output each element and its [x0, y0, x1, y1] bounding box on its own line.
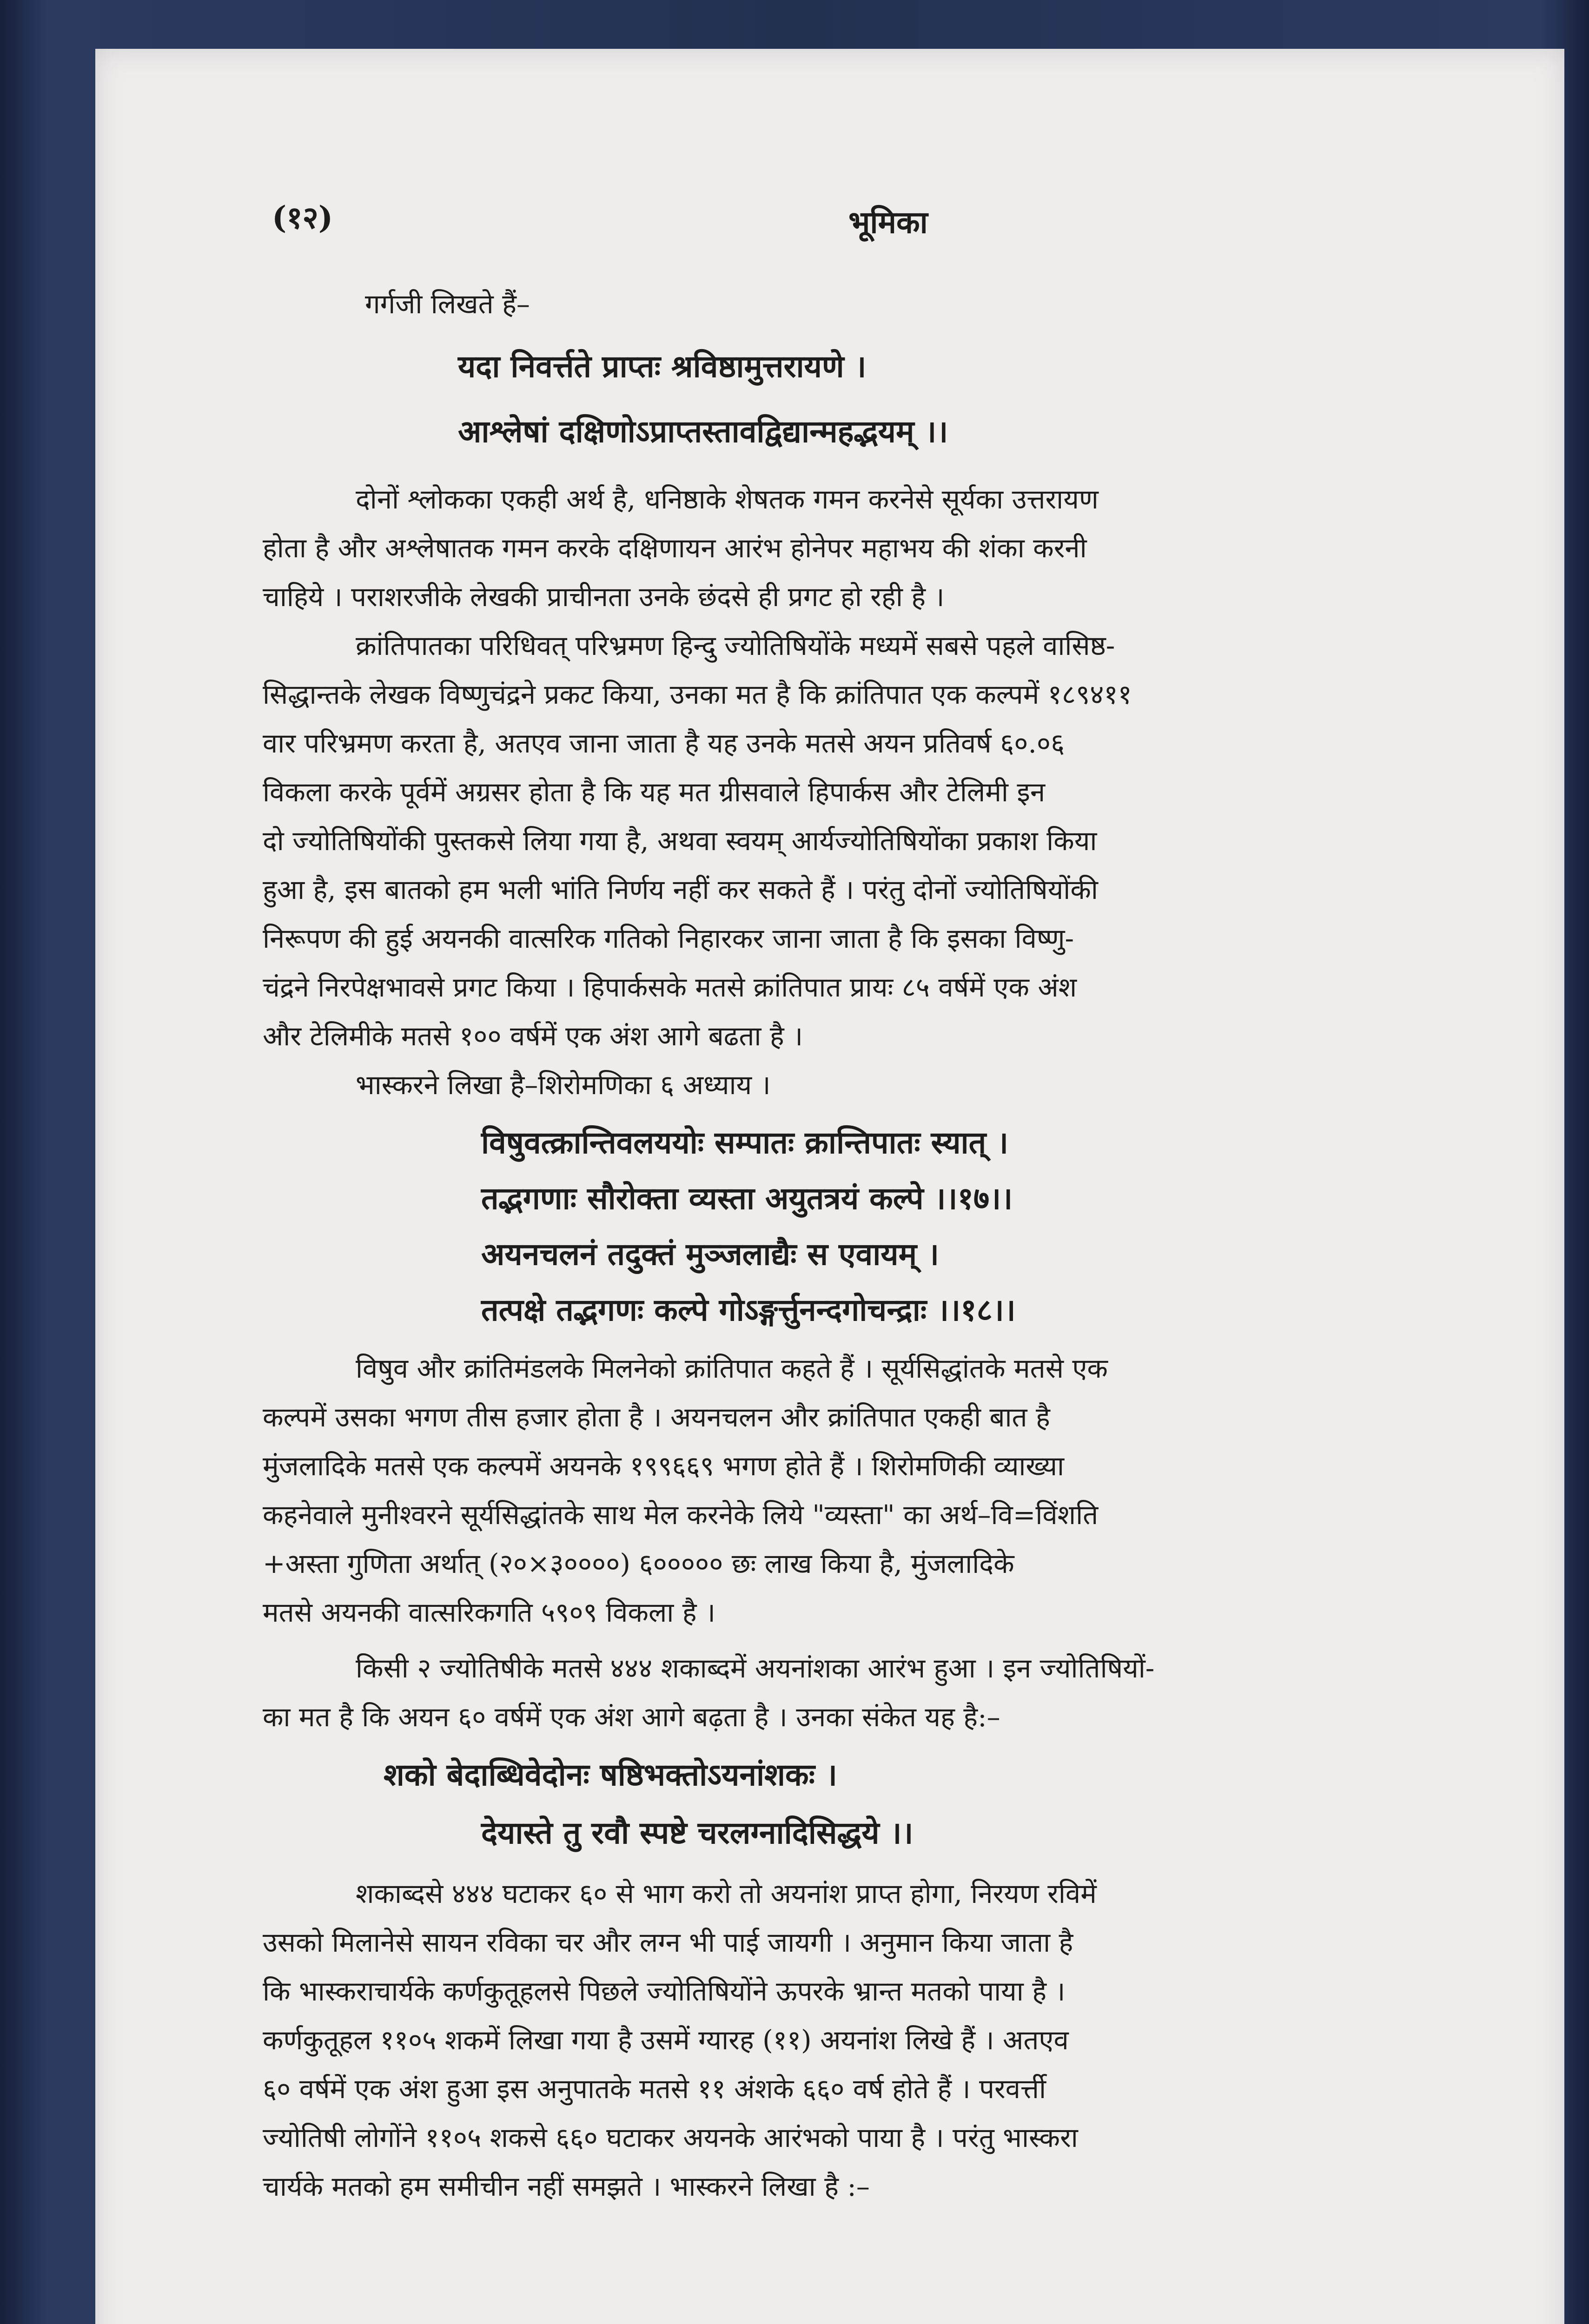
verse-line: आश्लेषां दक्षिणोऽप्राप्तस्तावद्विद्यान्महद्भयम् ।।: [458, 413, 948, 449]
text-line: कर्णकुतूहल ११०५ शकमें लिखा गया है उसमें ग्यारह (११) अयनांश लिखे हैं । अतएव: [263, 2024, 1069, 2056]
text-line: कहनेवाले मुनीश्वरने सूर्यसिद्धांतके साथ मेल करनेके लिये "व्यस्ता" का अर्थ–वि=विंशति: [263, 1499, 1099, 1531]
text-line: होता है और अश्लेषातक गमन करके दक्षिणायन आरंभ होनेपर महाभय की शंका करनी: [263, 532, 1087, 564]
text-line: चार्यके मतको हम समीचीन नहीं समझते । भास्करने लिखा है :–: [263, 2171, 870, 2202]
text-line: कल्पमें उसका भगण तीस हजार होता है । अयनचलन और क्रांतिपात एकही बात है: [263, 1401, 1050, 1433]
text-line: और टेलिमीके मतसे १०० वर्षमें एक अंश आगे बढता है ।: [263, 1020, 803, 1052]
text-line: वार परिभ्रमण करता है, अतएव जाना जाता है यह उनके मतसे अयन प्रतिवर्ष ६०.०६: [263, 727, 1065, 759]
text-line: का मत है कि अयन ६० वर्षमें एक अंश आगे बढ़ता है । उनका संकेत यह है:–: [263, 1701, 1000, 1733]
text-line: +अस्ता गुणिता अर्थात् (२०×३००००) ६००००० छः लाख किया है, मुंजलादिके: [263, 1548, 1014, 1579]
text-line: विकला करके पूर्वमें अग्रसर होता है कि यह मत ग्रीसवाले हिपार्कस और टेलिमी इन: [263, 776, 1046, 808]
text-line: मुंजलादिके मतसे एक कल्पमें अयनके १९९६६९ भगण होते हैं । शिरोमणिकी व्याख्या: [263, 1450, 1065, 1482]
text-line: सिद्धान्तके लेखक विष्णुचंद्रने प्रकट किया, उनका मत है कि क्रांतिपात एक कल्पमें १८९४११: [263, 679, 1132, 710]
text-line: मतसे अयनकी वात्सरिकगति ५९०९ विकला है ।: [263, 1597, 715, 1628]
text-line: शकाब्दसे ४४४ घटाकर ६० से भाग करो तो अयनांश प्राप्त होगा, निरयण रविमें: [356, 1878, 1097, 1909]
text-line: गर्गजी लिखते हैं–: [365, 288, 530, 320]
verse-line: देयास्ते तु रवौ स्पष्टे चरलग्नादिसिद्धये ।।: [481, 1815, 914, 1851]
verse-line: विषुवत्क्रान्तिवलययोः सम्पातः क्रान्तिपातः स्यात् ।: [481, 1124, 1009, 1161]
text-line: चंद्रने निरपेक्षभावसे प्रगट किया । हिपार्कसके मतसे क्रांतिपात प्रायः ८५ वर्षमें एक अंश: [263, 971, 1077, 1003]
text-line: निरूपण की हुई अयनकी वात्सरिक गतिको निहारकर जाना जाता है कि इसका विष्णु-: [263, 923, 1074, 954]
text-line: दोनों श्लोकका एकही अर्थ है, धनिष्ठाके शेषतक गमन करनेसे सूर्यका उत्तरायण: [356, 483, 1099, 515]
verse-line: अयनचलनं तदुक्तं मुञ्जलाद्यैः स एवायम् ।: [481, 1236, 940, 1272]
text-line: विषुव और क्रांतिमंडलके मिलनेको क्रांतिपात कहते हैं । सूर्यसिद्धांतके मतसे एक: [356, 1353, 1108, 1384]
page-number: (१२): [272, 199, 333, 236]
text-line: कि भास्कराचार्यके कर्णकुतूहलसे पिछले ज्योतिषियोंने ऊपरके भ्रान्त मतको पाया है ।: [263, 1975, 1066, 2007]
text-line: चाहिये । पराशरजीके लेखकी प्राचीनता उनके छंदसे ही प्रगट हो रही है ।: [263, 581, 945, 613]
page-title: भूमिका: [848, 204, 928, 240]
text-line: भास्करने लिखा है–शिरोमणिका ६ अध्याय ।: [356, 1069, 771, 1101]
text-line: किसी २ ज्योतिषीके मतसे ४४४ शकाब्दमें अयनांशका आरंभ हुआ । इन ज्योतिषियों-: [356, 1652, 1155, 1684]
text-line: दो ज्योतिषियोंकी पुस्तकसे लिया गया है, अथवा स्वयम् आर्यज्योतिषियोंका प्रकाश किया: [263, 825, 1097, 857]
text-line: हुआ है, इस बातको हम भली भांति निर्णय नहीं कर सकते हैं । परंतु दोनों ज्योतिषियोंकी: [263, 874, 1098, 905]
verse-line: तद्भगणाः सौरोक्ता व्यस्ता अयुतत्रयं कल्पे ।।१७।।: [481, 1180, 1013, 1216]
book-page: [95, 49, 1564, 2324]
verse-line: यदा निवर्त्तते प्राप्तः श्रविष्ठामुत्तरायणे ।: [458, 348, 867, 384]
text-line: उसको मिलानेसे सायन रविका चर और लग्न भी पाई जायगी । अनुमान किया जाता है: [263, 1927, 1073, 1958]
text-line: ६० वर्षमें एक अंश हुआ इस अनुपातके मतसे ११ अंशके ६६० वर्ष होते हैं । परवर्त्ती: [263, 2073, 1046, 2105]
text-line: ज्योतिषी लोगोंने ११०५ शकसे ६६० घटाकर अयनके आरंभको पाया है । परंतु भास्करा: [263, 2122, 1078, 2153]
verse-line: शको बेदाब्धिवेदोनः षष्ठिभक्तोऽयनांशकः ।: [384, 1756, 837, 1793]
text-line: क्रांतिपातका परिधिवत् परिभ्रमण हिन्दु ज्योतिषियोंके मध्यमें सबसे पहले वासिष्ठ-: [356, 630, 1115, 661]
verse-line: तत्पक्षे तद्भगणः कल्पे गोऽङ्गर्त्तुनन्दगोचन्द्राः ।।१८।।: [481, 1292, 1016, 1328]
